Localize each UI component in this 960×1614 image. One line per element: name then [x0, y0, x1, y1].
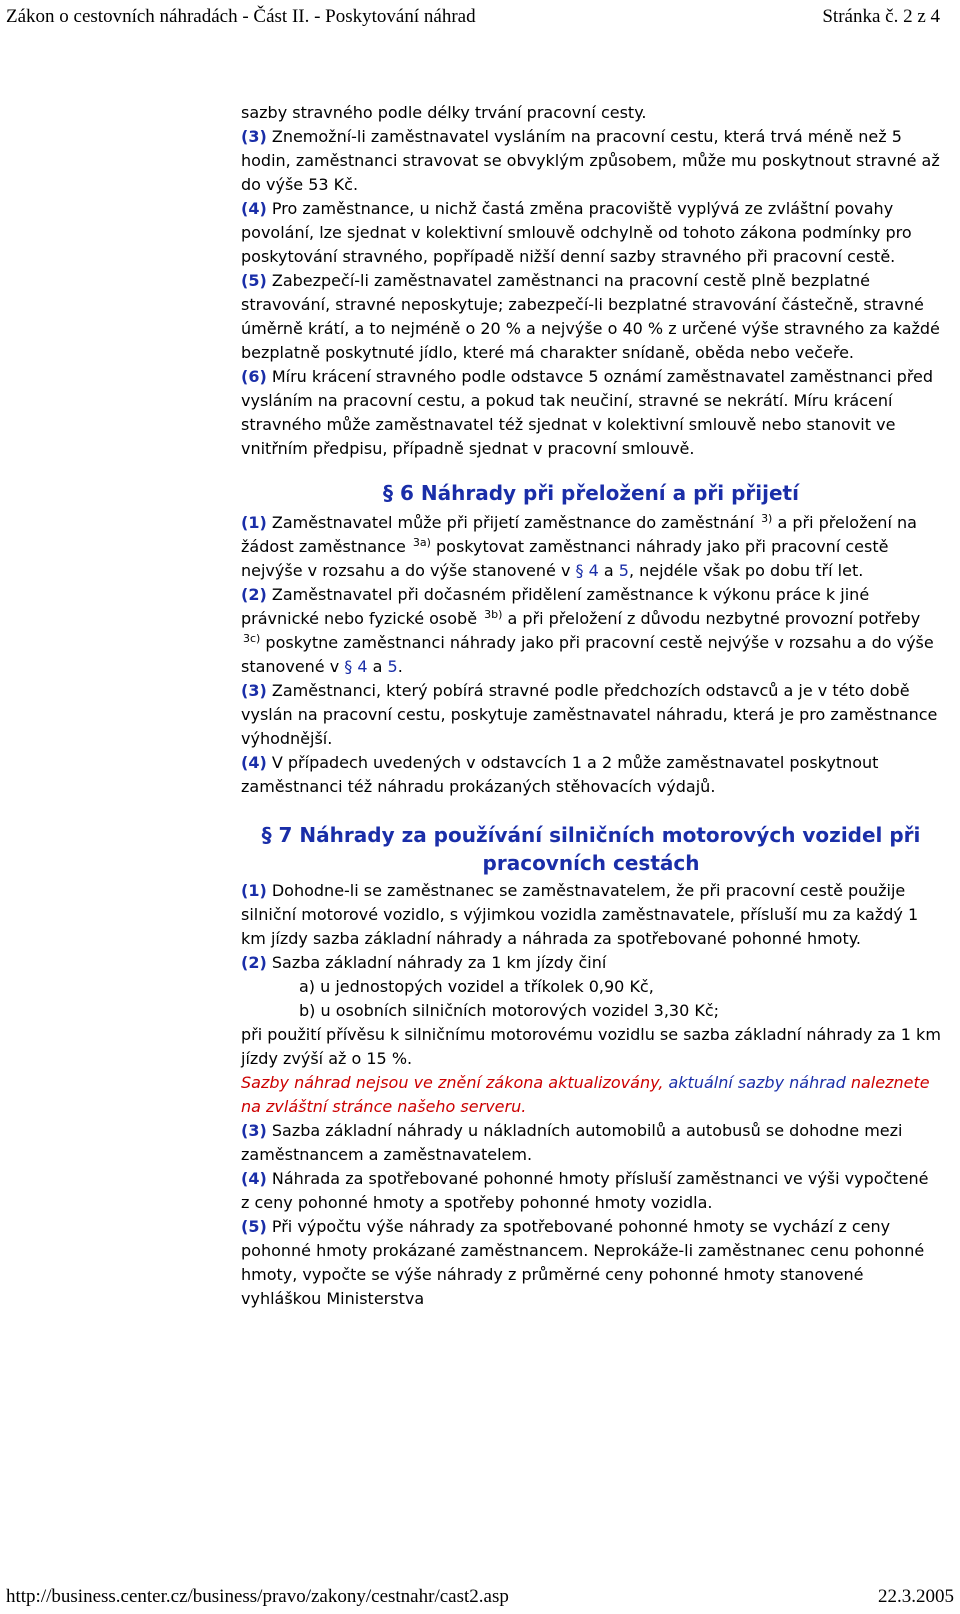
- paragraph-text: Míru krácení stravného podle odstavce 5 oznámí zaměstnavatel zaměstnanci před vysláním na pracovní cestu, a pokud tak neučiní, stravné se nekrátí. Míru krácení stravného může zaměstnavatel též sjednat v kolektivní smlouvě nebo stanovit ve vnitřním předpisu, případně sjednat v pracovní smlouvě.: [241, 367, 934, 458]
- continuation-line: sazby stravného podle délky trvání pracovní cesty.: [241, 103, 647, 122]
- rates-note: [241, 1071, 941, 1119]
- paragraph-number: (4): [241, 1169, 267, 1188]
- paragraph-text: poskytne zaměstnanci náhrady jako při pracovní cestě nejvýše v rozsahu a do výše stanovené v: [241, 633, 934, 676]
- paragraph-text: Při výpočtu výše náhrady za spotřebované pohonné hmoty se vychází z ceny pohonné hmoty prokázané zaměstnancem. Neprokáže-li zaměstnanec cenu pohonné hmoty, vypočte se výše náhrady z průměrné ceny pohonné hmoty stanovené vyhláškou Ministerstva: [241, 1217, 925, 1308]
- print-header: [6, 6, 940, 30]
- paragraph-text: Náhrada za spotřebované pohonné hmoty přísluší zaměstnanci ve výši vypočtené z ceny pohonné hmoty a spotřeby pohonné hmoty vozidla.: [241, 1169, 929, 1212]
- note-text: naleznete na zvláštní stránce našeho serveru.: [241, 1073, 930, 1116]
- paragraph-7-5: [241, 1215, 941, 1311]
- paragraph-text: a: [367, 657, 388, 676]
- paragraph-5-5: [241, 269, 941, 365]
- paragraph-text: Zaměstnavatel při dočasném přidělení zaměstnance k výkonu práce k jiné právnické nebo fyzické osobě: [241, 585, 870, 628]
- paragraph-7-3: [241, 1119, 941, 1167]
- paragraph-number: (2): [241, 585, 267, 604]
- section-4-link[interactable]: 4: [588, 561, 599, 580]
- note-text: Sazby náhrad nejsou ve znění zákona aktualizovány,: [241, 1073, 669, 1092]
- paragraph-number: (5): [241, 271, 267, 290]
- paragraph-number: (2): [241, 953, 267, 972]
- footnote-ref-3[interactable]: 3): [761, 512, 773, 525]
- paragraph-text: Zaměstnanci, který pobírá stravné podle předchozích odstavců a je v této době vyslán na pracovní cestu, poskytuje zaměstnavatel náhradu, která je pro zaměstnance výhodnější.: [241, 681, 938, 748]
- section-4-link[interactable]: 4: [357, 657, 368, 676]
- document-title: Zákon o cestovních náhradách - Část II. - Poskytování náhrad: [6, 6, 476, 27]
- footnote-ref-3c[interactable]: 3c): [243, 632, 261, 645]
- paragraph-7-2: [241, 951, 941, 975]
- print-footer: [6, 1586, 954, 1612]
- section-link-symbol[interactable]: §: [575, 561, 584, 580]
- paragraph-number: (3): [241, 127, 267, 146]
- paragraph-number: (3): [241, 681, 267, 700]
- paragraph-text: Zabezpečí-li zaměstnavatel zaměstnanci na pracovní cestě plně bezplatné stravování, stravné neposkytuje; zabezpečí-li bezplatné stravování částečně, stravné úměrně krátí, a to nejméně o 20 % a nejvýše o 40 % z určené výše stravného za každé bezplatně poskytnuté jídlo, které má charakter snídaně, oběda nebo večeře.: [241, 271, 940, 362]
- section-6-heading: § 6 Náhrady při přeložení a při přijetí: [383, 481, 799, 505]
- paragraph-number: (4): [241, 753, 267, 772]
- paragraph-number: (1): [241, 513, 267, 532]
- section-link-symbol[interactable]: §: [344, 657, 353, 676]
- footnote-ref-3b[interactable]: 3b): [484, 608, 503, 621]
- paragraph-text: a při přeložení z důvodu nezbytné provozní potřeby: [502, 609, 921, 628]
- paragraph-7-4: [241, 1167, 941, 1215]
- paragraph-5-3: [241, 125, 941, 197]
- footnote-ref-3a[interactable]: 3a): [412, 536, 431, 549]
- paragraph-text: Znemožní-li zaměstnavatel vysláním na pracovní cestu, která trvá méně než 5 hodin, zaměstnanci stravovat se obvyklým způsobem, může mu poskytnout stravné až do výše 53 Kč.: [241, 127, 940, 194]
- document-body: [241, 101, 941, 1311]
- current-rates-link[interactable]: aktuální sazby náhrad: [668, 1073, 846, 1092]
- paragraph-text: .: [397, 657, 403, 676]
- paragraph-text: , nejdéle však po dobu tří let.: [628, 561, 864, 580]
- paragraph-text: Zaměstnavatel může při přijetí zaměstnance do zaměstnání: [266, 513, 760, 532]
- paragraph-number: (4): [241, 199, 267, 218]
- paragraph-text: Pro zaměstnance, u nichž častá změna pracoviště vyplývá ze zvláštní povahy povolání, lze sjednat v kolektivní smlouvě odchylně od tohoto zákona podmínky pro poskytování stravného, popřípadě nižší denní sazby stravného při pracovní cestě.: [241, 199, 912, 266]
- paragraph-text: a: [598, 561, 619, 580]
- list-item-a: a) u jednostopých vozidel a tříkolek 0,90 Kč,: [299, 977, 654, 996]
- paragraph-5-6: [241, 365, 941, 461]
- paragraph-text: V případech uvedených v odstavcích 1 a 2 může zaměstnavatel poskytnout zaměstnanci též náhradu prokázaných stěhovacích výdajů.: [241, 753, 879, 796]
- paragraph-number: (1): [241, 881, 267, 900]
- paragraph-number: (3): [241, 1121, 267, 1140]
- paragraph-6-2: [241, 583, 941, 679]
- source-url: http://business.center.cz/business/pravo/zakony/cestnahr/cast2.asp: [6, 1586, 509, 1607]
- paragraph-text: a při přeložení na žádost zaměstnance: [241, 513, 917, 556]
- paragraph-6-3: [241, 679, 941, 751]
- section-5-link[interactable]: 5: [387, 657, 398, 676]
- section-7-heading: § 7 Náhrady za používání silničních motorových vozidel při pracovních cestách: [261, 823, 921, 875]
- paragraph-text: Sazba základní náhrady za 1 km jízdy činí: [266, 953, 607, 972]
- section-5-link[interactable]: 5: [618, 561, 629, 580]
- paragraph-number: (5): [241, 1217, 267, 1236]
- page-number: Stránka č. 2 z 4: [822, 6, 940, 27]
- paragraph-6-4: [241, 751, 941, 799]
- print-date: 22.3.2005: [878, 1586, 954, 1607]
- list-item-b: b) u osobních silničních motorových vozidel 3,30 Kč;: [299, 1001, 720, 1020]
- paragraph-number: (6): [241, 367, 267, 386]
- paragraph-7-1: [241, 879, 941, 951]
- paragraph-6-1: [241, 511, 941, 583]
- paragraph-7-2-tail: při použití přívěsu k silničnímu motorovému vozidlu se sazba základní náhrady za 1 km jízdy zvýší až o 15 %.: [241, 1025, 941, 1068]
- paragraph-text: poskytovat zaměstnanci náhrady jako při pracovní cestě nejvýše v rozsahu a do výše stanovené v: [241, 537, 889, 580]
- paragraph-text: Dohodne-li se zaměstnanec se zaměstnavatelem, že při pracovní cestě použije silniční motorové vozidlo, s výjimkou vozidla zaměstnavatele, přísluší mu za každý 1 km jízdy sazba základní náhrady a náhrada za spotřebované pohonné hmoty.: [241, 881, 919, 948]
- paragraph-text: Sazba základní náhrady u nákladních automobilů a autobusů se dohodne mezi zaměstnancem a zaměstnavatelem.: [241, 1121, 903, 1164]
- paragraph-5-4: [241, 197, 941, 269]
